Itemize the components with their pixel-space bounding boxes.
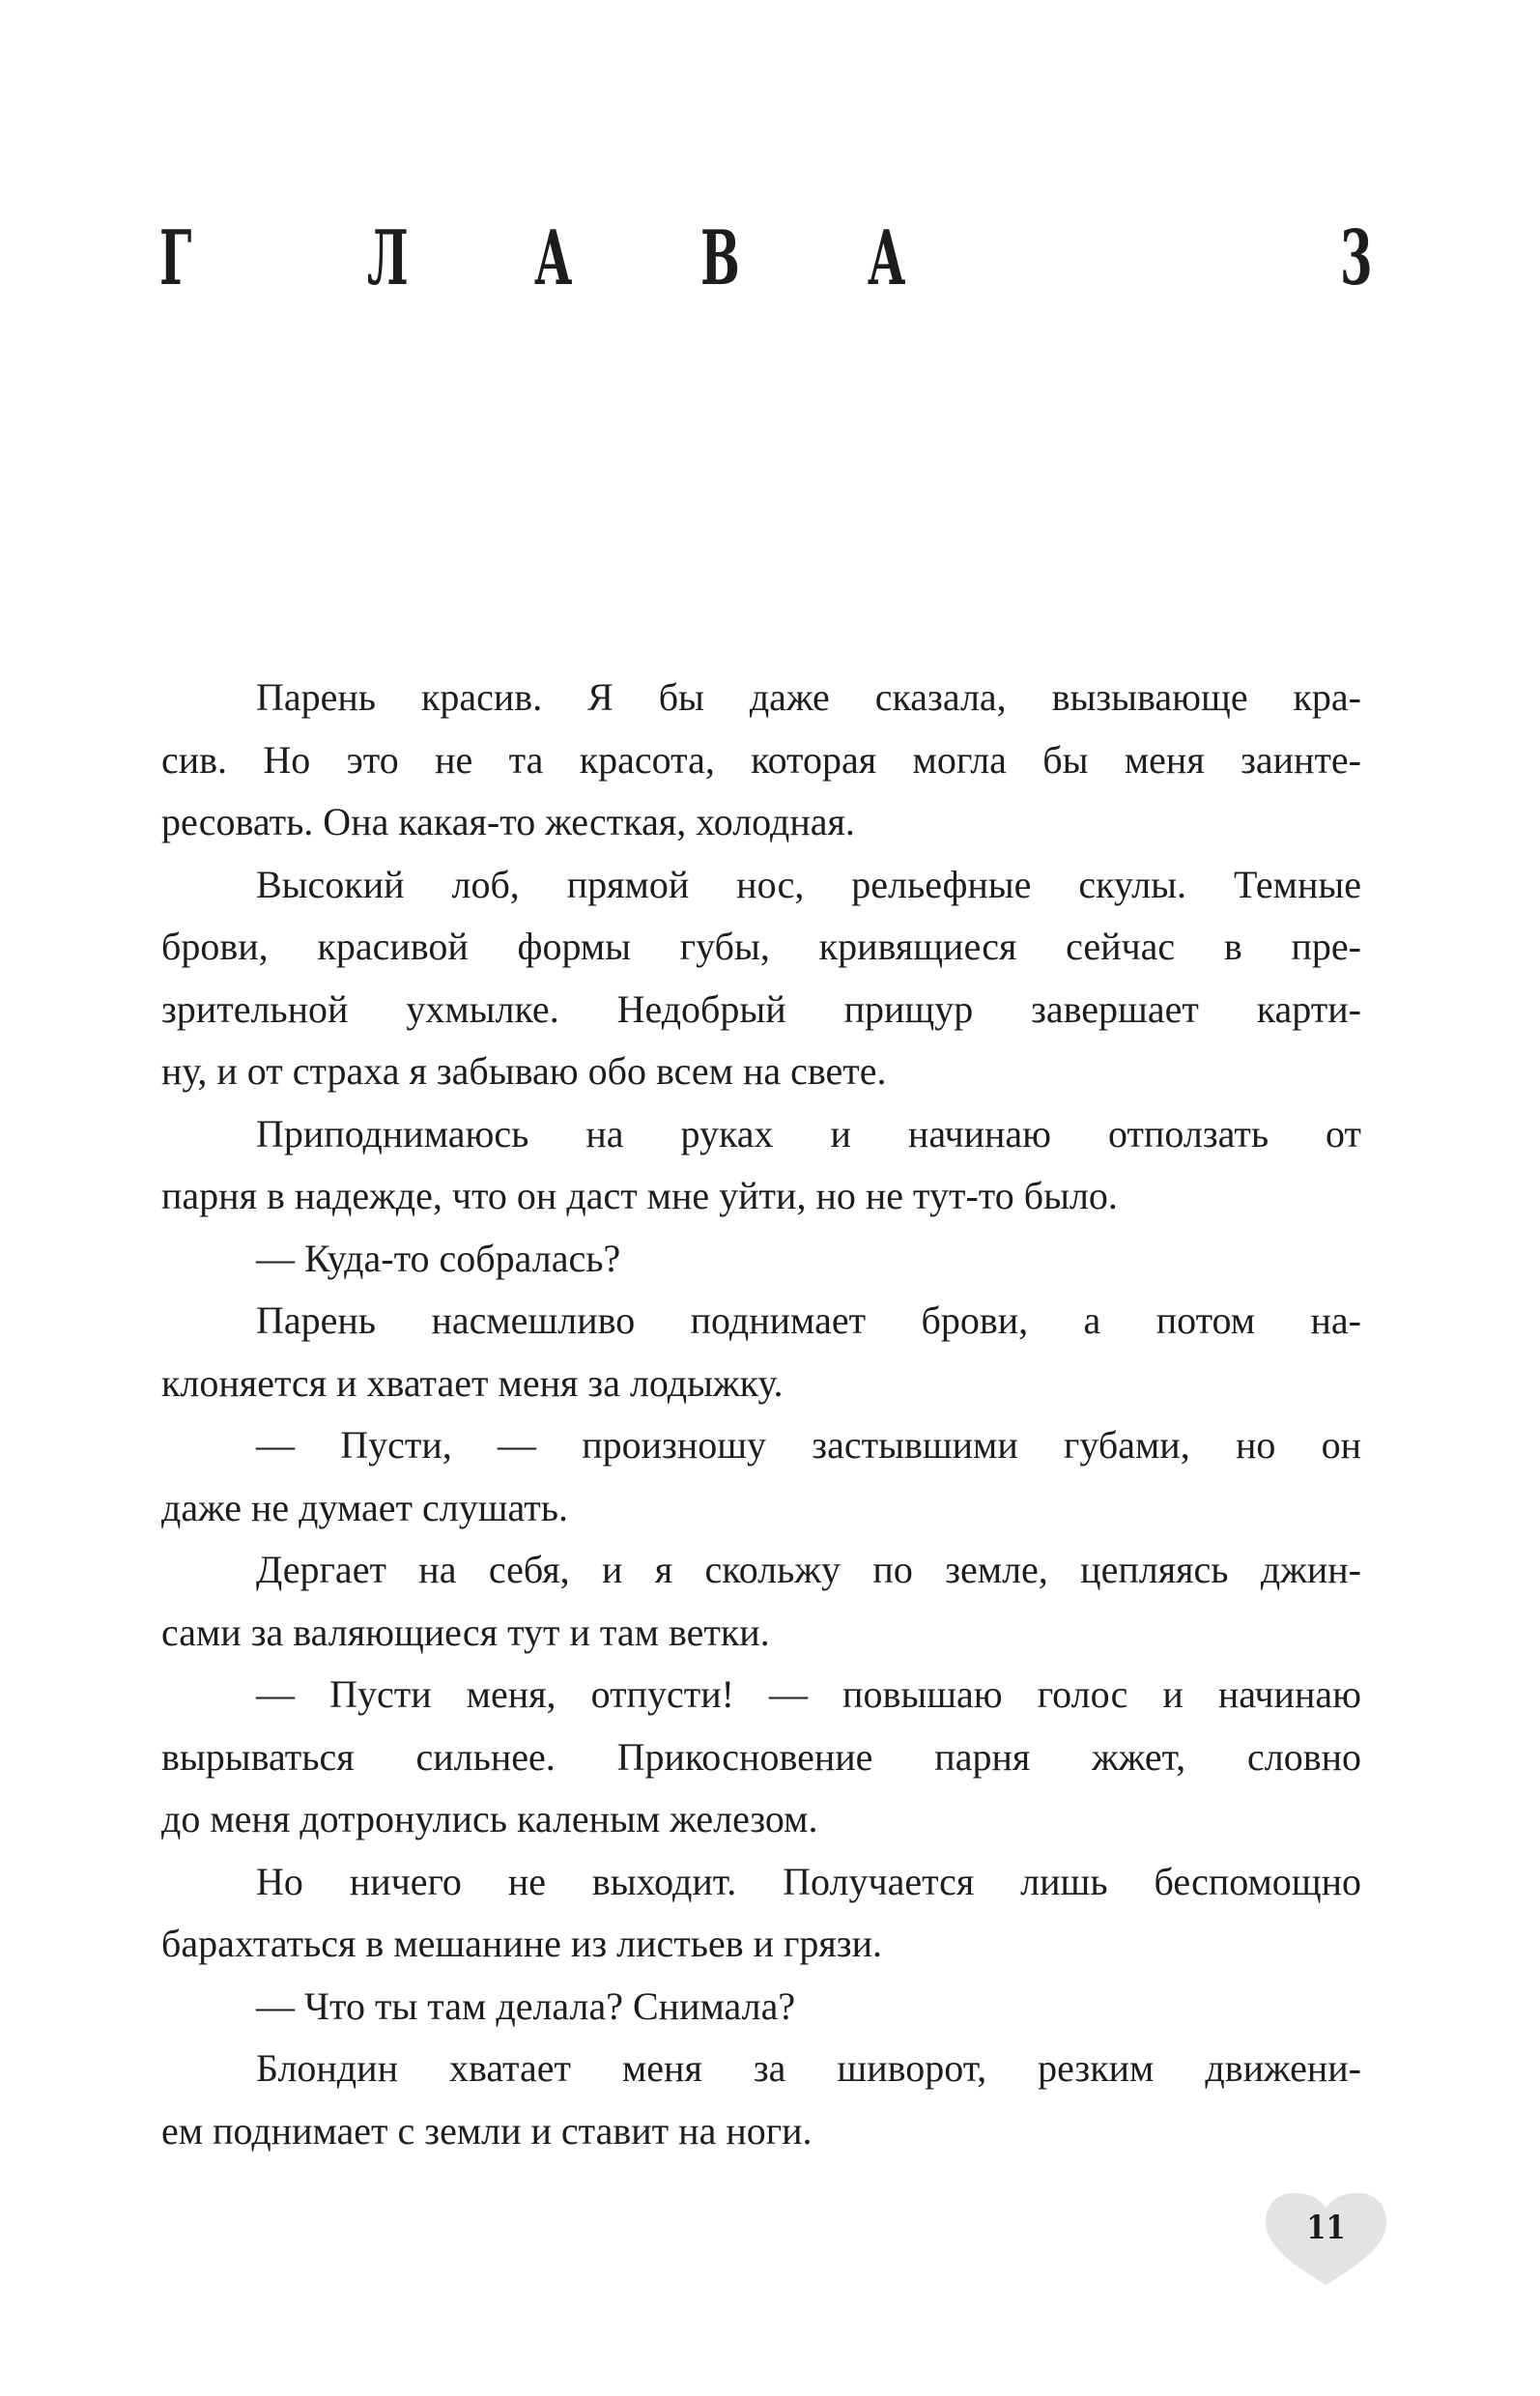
chapter-letter: А bbox=[534, 214, 573, 302]
chapter-letter: А bbox=[868, 214, 906, 302]
text-line: сами за валяющиеся тут и там ветки. bbox=[161, 1610, 770, 1654]
chapter-letter: Г bbox=[159, 214, 192, 302]
text-line: Но ничего не выходит. Получается лишь беспомощно bbox=[256, 1859, 1361, 1903]
chapter-letter: Л bbox=[367, 214, 409, 302]
text-line: зрительной ухмылке. Недобрый прищур завершает карти- bbox=[161, 986, 1361, 1031]
text-line: Приподнимаюсь на руках и начинаю отползать от bbox=[256, 1111, 1361, 1155]
text-line: сив. Но это не та красота, которая могла бы меня заинте- bbox=[161, 737, 1361, 782]
text-line: Парень красив. Я бы даже сказала, вызывающе кра- bbox=[256, 675, 1361, 719]
text-line: Высокий лоб, прямой нос, рельефные скулы. Темные bbox=[256, 862, 1361, 906]
chapter-heading bbox=[159, 214, 1373, 302]
text-line: ну, и от страха я забываю обо всем на свете. bbox=[161, 1049, 887, 1093]
text-line: даже не думает слушать. bbox=[161, 1485, 568, 1529]
text-line: ресовать. Она какая-то жесткая, холодная. bbox=[161, 800, 855, 843]
chapter-body-text bbox=[161, 667, 1361, 2162]
text-line: — Что ты там делала? Снимала? bbox=[256, 1983, 796, 2028]
text-line: — Куда-то собралась? bbox=[256, 1236, 621, 1280]
text-line: брови, красивой формы губы, кривящиеся сейчас в пре- bbox=[161, 925, 1361, 968]
text-line: — Пусти, — произношу застывшими губами, но он bbox=[256, 1423, 1361, 1467]
text-line: парня в надежде, что он даст мне уйти, но не тут-то было. bbox=[161, 1174, 1118, 1217]
text-line: клоняется и хватает меня за лодыжку. bbox=[161, 1360, 784, 1405]
chapter-letter: В bbox=[700, 214, 740, 302]
chapter-number: 3 bbox=[1340, 214, 1373, 302]
text-line: вырываться сильнее. Прикосновение парня жжет, словно bbox=[161, 1734, 1361, 1779]
text-line: до меня дотронулись каленым железом. bbox=[161, 1797, 818, 1840]
text-line: Парень насмешливо поднимает брови, а потом на- bbox=[256, 1298, 1361, 1342]
text-line: Блондин хватает меня за шиворот, резким движени- bbox=[256, 2046, 1361, 2090]
text-line: — Пусти меня, отпусти! — повышаю голос и начинаю bbox=[256, 1672, 1361, 1716]
text-line: барахтаться в мешанине из листьев и грязи. bbox=[161, 1922, 883, 1965]
text-line: ем поднимает с земли и ставит на ноги. bbox=[161, 2108, 813, 2153]
page-number: 11 bbox=[1306, 2209, 1346, 2247]
text-line: Дергает на себя, и я скольжу по земле, цепляясь джин- bbox=[256, 1548, 1361, 1591]
